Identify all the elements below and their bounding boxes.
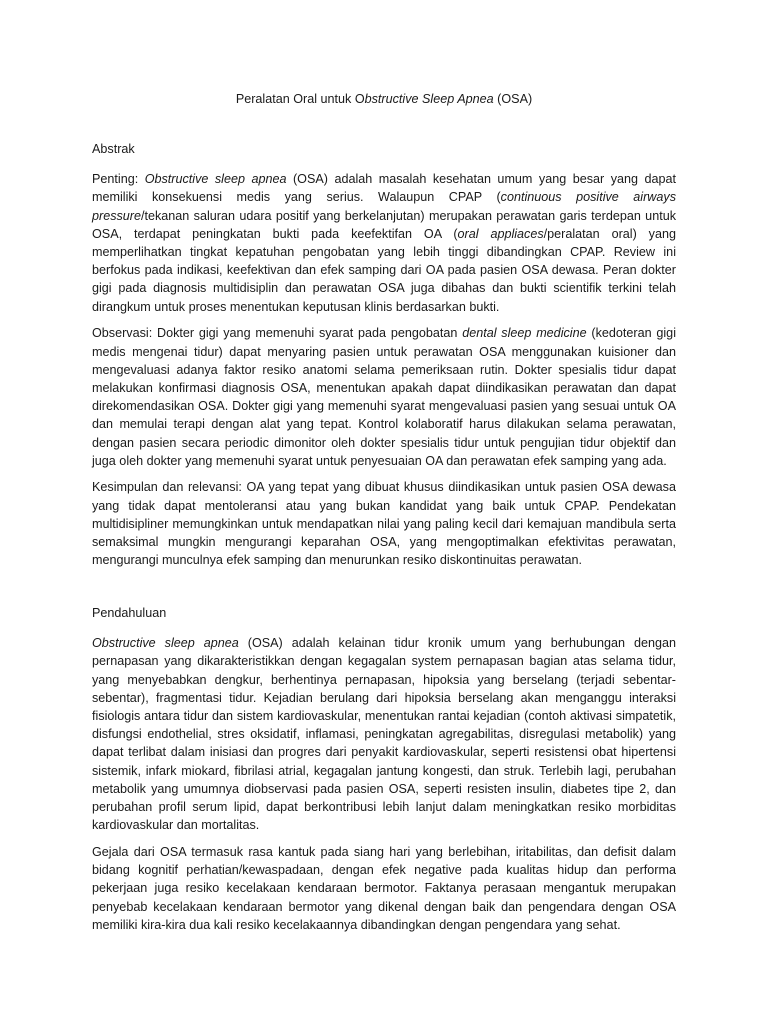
document-title [92,90,676,108]
text-run-italic: oral appliaces [457,226,544,241]
text-run-italic: Obstructive sleep apnea [92,636,239,651]
abstract-heading: Abstrak [92,142,135,156]
text-run: /tekanan saluran udara positif yang berkelanjutan) merupakan perawatan garis terdepan untuk OSA, terdapat peningkatan bukti pada keefektifan OA ( [92,208,676,241]
abstract-paragraph-importance [92,170,676,316]
text-run: /peralatan oral) yang memperlihatkan tingkat kepatuhan pengobatan yang lebih tinggi dibandingkan CPAP. Review ini berfokus pada indikasi, keefektivan dan efek samping dari OA pada pasien OSA dewasa. Peran dokter gigi pada diagnosis multidisiplin dan perawatan OSA juga dibahas dan bukti scientifik terkini telah dirangkum untuk proses menentukan keputusan klinis berdasarkan bukti. [92,226,676,314]
text-run: Penting: [92,172,145,187]
text-run: (kedoteran gigi medis mengenai tidur) dapat menyaring pasien untuk perawatan OSA menggunakan kuisioner dan mengevaluasi adanya faktor resiko anatomi selama pemeriksaan rutin. Dokter spesialis tidur dapat melakukan konfirmasi diagnosis OSA, menentukan apakah dapat diindikasikan perawatan dan dapat direkomendasikan OSA. Dokter gigi yang memenuhi syarat mengevaluasi pasien yang sesuai untuk OA dan memulai terapi dengan alat yang tepat. Kontrol kolaboratif harus dilakukan selama perawatan, dengan pasien secara periodic dimonitor oleh dokter spesialis tidur untuk pengujian tidur objektif dan juga oleh dokter yang memenuhi syarat untuk penyesuaian OA dan perawatan efek samping yang ada. [92,326,676,468]
section-spacer [92,578,676,604]
text-run: (OSA) adalah kelainan tidur kronik umum yang berhubungan dengan pernapasan yang dikarakteristikkan dengan kegagalan system pernapasan bagian atas selama tidur, yang menyebabkan dengkur, berhentinya pernapasan, hipoksia yang berselang (terjadi sebentar-sebentar), fragmentasi tidur. Kejadian berulang dari hipoksia berselang akan menganggu interaksi fisiologis antara tidur dan sistem kardiovaskular, menentukan rantai kejadian (contoh aktivasi simpatetik, disfungsi endothelial, stres oksidatif, inflamasi, peningkatan agregabilitas, disregulasi metabolik) yang dapat terlibat dalam inisiasi dan progres dari penyakit kardiovaskular, seperti resistensi obat hipertensi sistemik, infark miokard, fibrilasi atrial, kegagalan jantung kongesti, dan struk. Terlebih lagi, perubahan metabolik yang umumnya diobservasi pada pasien OSA, seperti resisten insulin, diabetes tipe 2, dan perubahan profil serum lipid, dapat berkontribusi lebih lanjut dalam meningkatkan resiko morbiditas kardiovaskular dan mortalitas. [92,636,676,833]
title-italic: bstructive Sleep Apnea [364,92,494,106]
introduction-paragraph-2: Gejala dari OSA termasuk rasa kantuk pada siang hari yang berlebihan, iritabilitas, dan defisit dalam bidang kognitif perhatian/kewaspadaan, dengan efek negative pada kualitas hidup dan performa pekerjaan juga resiko kecelakaan kendaraan bermotor. Faktanya perasaan mengantuk merupakan penyebab kecelakaan kendaraan bermotor yang dikenal dengan baik dan pengendara dengan OSA memiliki kira-kira dua kali resiko kecelakaannya dibandingkan dengan pengendara yang sehat. [92,844,676,932]
introduction-heading: Pendahuluan [92,605,167,620]
title-prefix: Peralatan Oral untuk O [235,92,365,106]
text-run-italic: continuous positive airways pressure [92,190,676,223]
text-run-italic: Obstructive sleep apnea [144,172,287,187]
abstract-paragraph-conclusion: Kesimpulan dan relevansi: OA yang tepat yang dibuat khusus diindikasikan untuk pasien OSA dewasa yang tidak dapat mentoleransi atau yang bukan kandidat yang baik untuk CPAP. Pendekatan multidisipliner memungkinkan untuk mendapatkan nilai yang paling kecil dari kemajuan mandibula serta semaksimal mungkin mengurangi keparahan OSA, yang mengoptimalkan efektivitas perawatan, mengurangi munculnya efek samping dan menurunkan resiko diskontinuitas perawatan. [92,480,676,568]
text-run-italic: dental sleep medicine [462,326,587,341]
text-run: Observasi: Dokter gigi yang memenuhi syarat pada pengobatan [92,326,463,341]
introduction-paragraph-1 [92,634,676,834]
text-run: (OSA) adalah masalah kesehatan umum yang besar yang dapat memiliki konsekuensi medis yang serius. Walaupun CPAP ( [92,172,676,205]
title-suffix: (OSA) [493,92,533,106]
abstract-paragraph-observation [92,324,676,470]
document-body [92,140,676,942]
